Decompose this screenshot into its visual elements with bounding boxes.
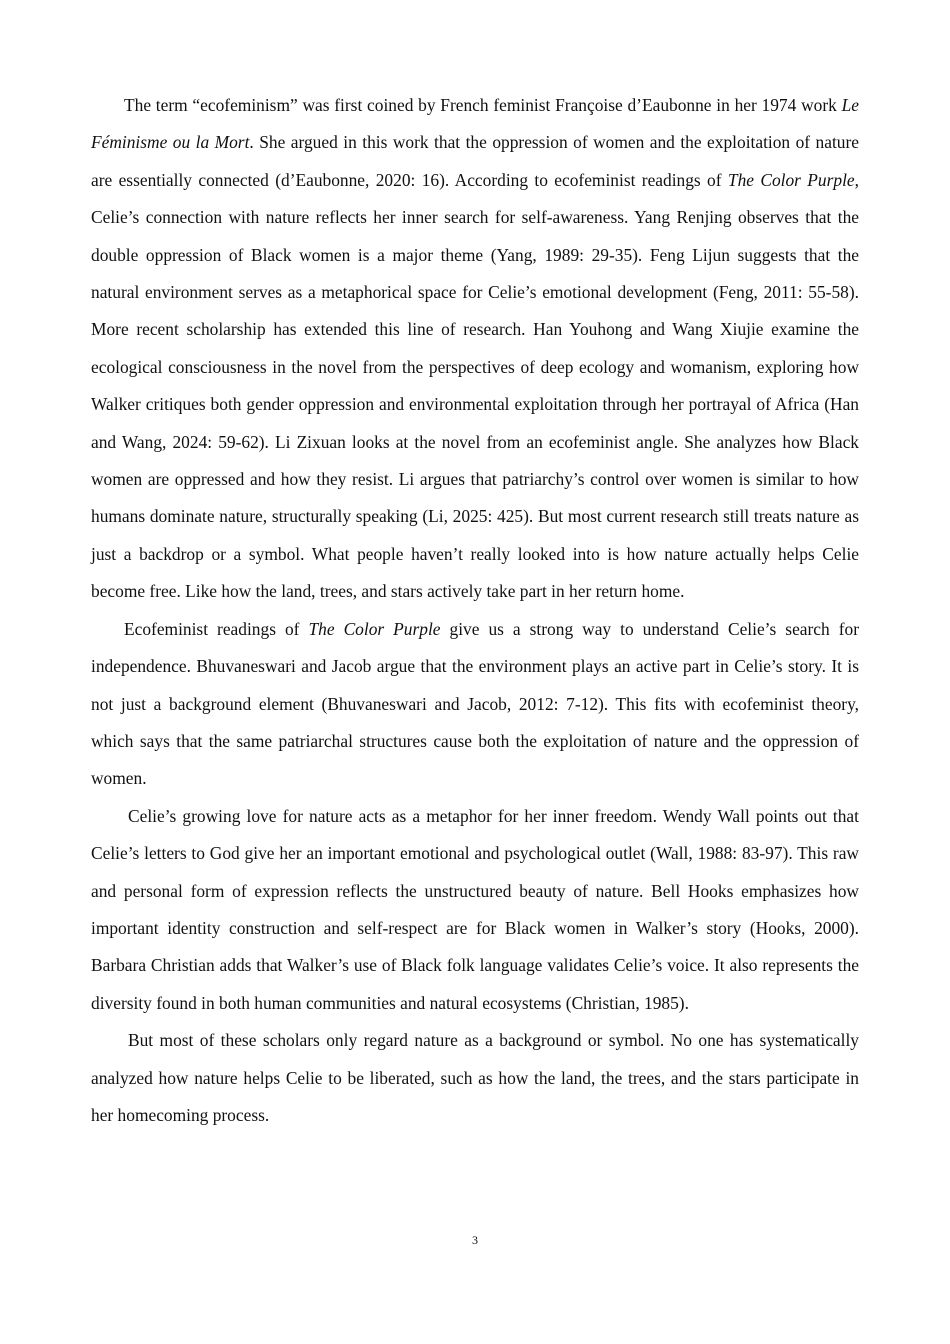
italic-title-le-feminisme: Le Féminisme ou la Mort [91,95,859,153]
paragraph-ecofeminism-origin [91,87,859,611]
text-segment: . She argued in this work that the oppression of women and the exploitation of nature are essentially connected (d’Eaubonne, 2020: 16). According to ecofeminist readings of [91,132,859,190]
paragraph-research-gap [91,1022,859,1134]
paragraph-ecofeminist-readings [91,611,859,798]
page-number: 3 [472,1233,478,1247]
text-segment: , Celie’s connection with nature reflects her inner search for self-awareness. Yang Renjing observes that the double oppression of Black women is a major theme (Yang, 1989: 29-35). Feng Lijun suggests that the natural environment serves as a metaphorical space for Celie’s emotional development (Feng, 2011: 55-58). More recent scholarship has extended this line of research. Han Youhong and Wang Xiujie examine the ecological consciousness in the novel from the perspectives of deep ecology and womanism, exploring how Walker critiques both gender oppression and environmental exploitation through her portrayal of Africa (Han and Wang, 2024: 59-62). Li Zixuan looks at the novel from an ecofeminist angle. She analyzes how Black women are oppressed and how they resist. Li argues that patriarchy’s control over women is similar to how humans dominate nature, structurally speaking (Li, 2025: 425). But most current research still treats nature as just a backdrop or a symbol. What people haven’t really looked into is how nature actually helps Celie become free. Like how the land, trees, and stars actively take part in her return home. [91,169,859,602]
text-segment: give us a strong way to understand Celie’s search for independence. Bhuvaneswari and Jacob argue that the environment plays an active part in Celie’s story. It is not just a background element (Bhuvaneswari and Jacob, 2012: 7-12). This fits with ecofeminist theory, which says that the same patriarchal structures cause both the exploitation of nature and the oppression of women. [91,618,859,789]
text-segment: But most of these scholars only regard nature as a background or symbol. No one has systematically analyzed how nature helps Celie to be liberated, such as how the land, the trees, and the stars participate in her homecoming process. [91,1030,859,1125]
paragraph-celie-love-nature [91,798,859,1022]
text-segment: Celie’s growing love for nature acts as a metaphor for her inner freedom. Wendy Wall points out that Celie’s letters to God give her an important emotional and psychological outlet (Wall, 1988: 83-97). This raw and personal form of expression reflects the unstructured beauty of nature. Bell Hooks emphasizes how important identity construction and self-respect are for Black women in Walker’s story (Hooks, 2000). Barbara Christian adds that Walker’s use of Black folk language validates Celie’s voice. It also represents the diversity found in both human communities and natural ecosystems (Christian, 1985). [91,805,859,1013]
text-segment: Ecofeminist readings of [124,618,309,639]
document-page [91,87,859,1134]
text-segment: The term “ecofeminism” was first coined by French feminist Françoise d’Eaubonne in her 1974 work [124,95,842,115]
italic-title-color-purple: The Color Purple [727,169,855,190]
italic-title-color-purple: The Color Purple [308,618,441,639]
